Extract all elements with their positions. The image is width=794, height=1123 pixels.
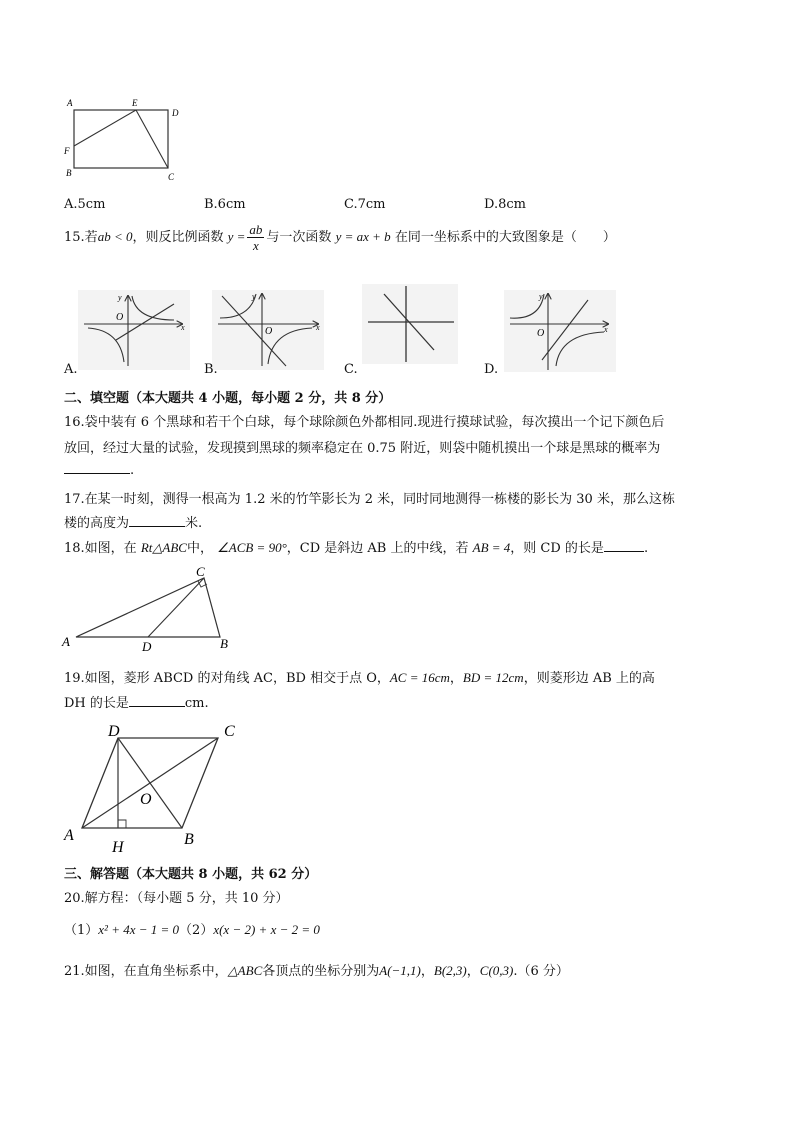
q19-label-b: B xyxy=(184,831,194,848)
q19-label-d: D xyxy=(108,723,120,740)
q14-label-e: E xyxy=(132,98,138,108)
q15-graph-d xyxy=(504,290,616,372)
q21-point-a: A(−1,1) xyxy=(379,963,421,978)
q19-label-a: A xyxy=(64,827,74,844)
q21-suffix: .（6 分） xyxy=(513,964,569,979)
q15d-origin: O xyxy=(537,328,545,339)
q16-line1: 16.袋中装有 6 个黑球和若干个白球，每个球除颜色外都相同.现进行摸球试验，每次摸出一个记下颜色后 xyxy=(64,415,665,430)
q19-label-o: O xyxy=(140,791,152,808)
q19-bd: BD = 12cm xyxy=(462,670,524,685)
q14-option-b: B.6cm xyxy=(204,197,246,212)
q20-part1-equation: x² + 4x − 1 = 0 xyxy=(98,922,180,937)
q15-func1-denominator: x xyxy=(253,238,259,253)
q19-suffix: ，则菱形边 AB 上的高 xyxy=(523,671,655,686)
section3-title: 三、解答题（本大题共 8 小题，共 62 分） xyxy=(64,867,318,882)
q15b-origin: O xyxy=(265,326,273,337)
q17-line2-text: 楼的高度为 xyxy=(64,516,130,531)
q19-answer-blank[interactable] xyxy=(129,694,185,707)
q21-triangle: △ABC xyxy=(227,963,263,978)
q15d-axis-x: x xyxy=(604,325,608,334)
q15-graph-c xyxy=(362,284,458,364)
q15a-origin: O xyxy=(116,312,124,323)
q20-title: 20.解方程：（每小题 5 分，共 10 分） xyxy=(64,891,289,906)
q15a-axis-x: x xyxy=(181,323,185,332)
q19-line1 xyxy=(64,667,655,686)
q15d-axis-y: y xyxy=(539,292,543,301)
q15-func1-numerator: ab xyxy=(249,222,263,237)
q15-graph-a xyxy=(78,290,190,370)
q15-option-c-label: C. xyxy=(344,362,358,377)
q15a-axis-y: y xyxy=(118,293,122,302)
q18-label-d: D xyxy=(142,639,152,654)
q18-ab-length: AB = 4 xyxy=(472,540,511,555)
q15-func2: y = ax + b xyxy=(335,229,391,244)
q18-mid2: ，CD 是斜边 AB 上的中线，若 xyxy=(286,541,469,556)
q14-label-f: F xyxy=(64,146,70,156)
q19-sep: ， xyxy=(449,671,463,686)
q21-question xyxy=(64,960,569,979)
q15-mid2: 与一次函数 xyxy=(266,230,332,245)
q14-label-a: A xyxy=(67,98,73,108)
q15-suffix: 在同一坐标系中的大致图象是（ ） xyxy=(394,230,616,245)
q21-point-c: C(0,3) xyxy=(479,963,514,978)
q18-answer-blank[interactable] xyxy=(604,539,644,552)
q18-label-a: A xyxy=(62,634,70,649)
q15-func1-lhs: y = xyxy=(227,229,246,244)
q19-line2-unit: cm. xyxy=(184,696,209,711)
q15-question xyxy=(64,222,616,253)
q19-line2-text: DH 的长是 xyxy=(64,696,129,711)
q18-mid1: 中， xyxy=(186,541,213,556)
q15-func1-fraction xyxy=(247,222,264,253)
q14-label-b: B xyxy=(66,168,72,178)
q17-line2-unit: 米. xyxy=(185,516,203,531)
q15-graph-b xyxy=(212,290,324,370)
q15-condition: ab < 0 xyxy=(97,229,133,244)
q20-part2-label: （2） xyxy=(179,923,214,938)
q16-end: . xyxy=(130,463,135,478)
q17-answer-blank[interactable] xyxy=(129,514,185,527)
q20-part2-equation: x(x − 2) + x − 2 = 0 xyxy=(213,922,320,937)
q15b-axis-x: x xyxy=(316,323,320,332)
q19-ac: AC = 16cm xyxy=(389,670,450,685)
q15-mid1: ，则反比例函数 xyxy=(132,230,224,245)
q14-label-c: C xyxy=(168,172,175,182)
q14-option-c: C.7cm xyxy=(344,197,386,212)
q19-rhombus-figure xyxy=(58,716,248,858)
q19-label-h: H xyxy=(112,839,124,856)
q21-prefix: 21.如图，在直角坐标系中， xyxy=(64,964,228,979)
q14-option-a: A.5cm xyxy=(64,197,106,212)
q16-line3 xyxy=(64,461,134,478)
q18-label-b: B xyxy=(220,636,228,651)
q14-rectangle-figure xyxy=(58,94,188,186)
q17-line2 xyxy=(64,512,202,531)
q21-point-b: B(2,3) xyxy=(433,963,467,978)
q18-suffix: ，则 CD 的长是 xyxy=(510,541,604,556)
q21-sep2: ， xyxy=(466,964,480,979)
q15-option-a-label: A. xyxy=(64,362,78,377)
q16-answer-blank[interactable] xyxy=(64,461,130,474)
q20-part1-label: （1） xyxy=(64,923,99,938)
q18-angle: ∠ACB = 90° xyxy=(217,540,287,555)
q15-option-d-label: D. xyxy=(484,362,499,377)
q15-option-b-label: B. xyxy=(204,362,218,377)
q16-line2: 放回，经过大量的试验，发现摸到黑球的频率稳定在 0.75 附近，则袋中随机摸出一个球是黑球的概率为 xyxy=(64,441,661,456)
q21-sep1: ， xyxy=(420,964,434,979)
q18-prefix: 18.如图，在 xyxy=(64,541,137,556)
q19-label-c: C xyxy=(224,723,235,740)
q18-question xyxy=(64,537,648,556)
q18-triangle-figure xyxy=(58,562,238,654)
q18-triangle: Rt△ABC xyxy=(140,540,187,555)
q20-parts xyxy=(64,919,320,938)
q21-mid: 各顶点的坐标分别为 xyxy=(262,964,380,979)
q19-prefix: 19.如图，菱形 ABCD 的对角线 AC，BD 相交于点 O， xyxy=(64,671,390,686)
q19-line2 xyxy=(64,692,209,711)
q18-label-c: C xyxy=(196,564,205,579)
q18-end: . xyxy=(643,541,649,556)
q14-option-d: D.8cm xyxy=(484,197,526,212)
section2-title: 二、填空题（本大题共 4 小题，每小题 2 分，共 8 分） xyxy=(64,391,392,406)
q17-line1: 17.在某一时刻，测得一根高为 1.2 米的竹竿影长为 2 米，同时同地测得一栋楼的影长为 30 米，那么这栋 xyxy=(64,492,675,507)
q14-label-d: D xyxy=(172,108,179,118)
q15b-axis-y: y xyxy=(252,292,256,301)
q15-prefix: 15.若 xyxy=(64,230,98,245)
